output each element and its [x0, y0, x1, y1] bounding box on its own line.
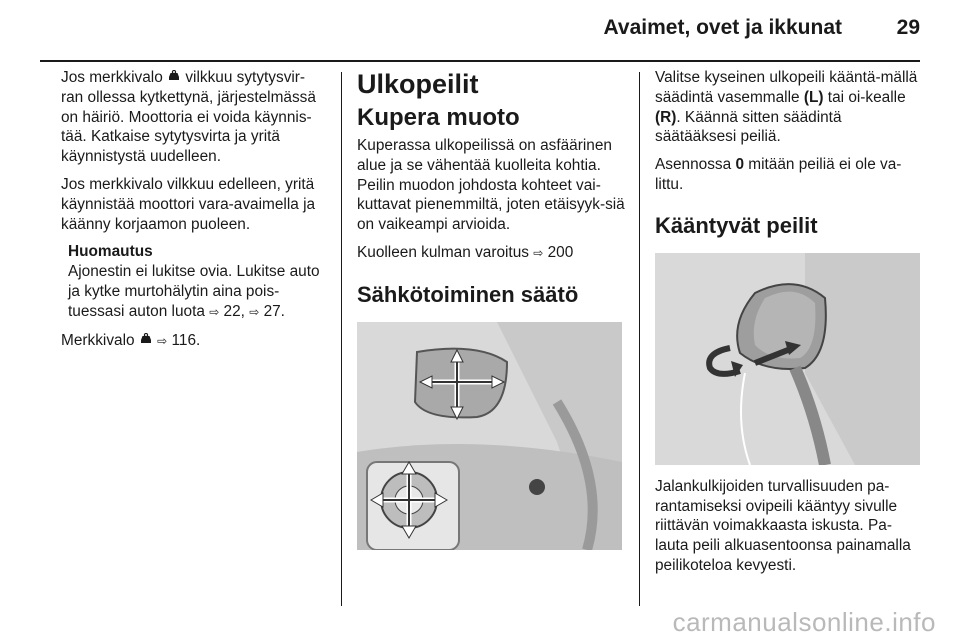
- note-box: [68, 242, 327, 322]
- column-3: [655, 68, 923, 584]
- subsection-title-electric-adjustment: Sähkötoiminen säätö: [357, 281, 579, 307]
- paragraph-folding: Jalankulkijoiden turvallisuuden pa-rantamiseksi ovipeili kääntyy sivulle riittävän voimakkaasta iskusta. Pa-lauta peili alkuasentoonsa painamalla peilikoteloa kevyesti.: [655, 477, 911, 574]
- page-ref-link[interactable]: 116.: [171, 331, 201, 349]
- page-ref-link[interactable]: 200: [547, 243, 574, 261]
- page-ref-link[interactable]: 22,: [223, 302, 245, 320]
- folding-mirror-illustration: [655, 253, 920, 465]
- paragraph-indicator-ref: Merkkivalo ⇨ 116.: [61, 331, 201, 349]
- paragraph-blind-spot-ref: Kuolleen kulman varoitus ⇨ 200: [357, 243, 574, 261]
- header-rule: [40, 60, 920, 62]
- column-divider-2: [639, 72, 640, 606]
- page-number: 29: [896, 16, 920, 39]
- paragraph-select-mirror: Valitse kyseinen ulkopeili kääntä-mällä säädintä vasemmalle (L) tai oi-kealle (R). Käännä sitten säädintä säätääksesi peiliä.: [655, 69, 918, 146]
- column-divider-1: [341, 72, 342, 606]
- section-title-outside-mirrors: Ulkopeilit: [357, 69, 479, 99]
- watermark: carmanualsonline.info: [672, 607, 936, 637]
- page-ref-arrow-icon: ⇨: [209, 304, 220, 319]
- car-key-warning-icon: [167, 70, 181, 82]
- column-2: [357, 68, 625, 550]
- running-header-title: Avaimet, ovet ja ikkunat: [603, 16, 842, 39]
- paragraph-spare-key: Jos merkkivalo vilkkuu edelleen, yritä käynnistää moottori vara-avaimella ja käänny korjaamon puoleen.: [61, 175, 316, 233]
- note-text: Ajonestin ei lukitse ovia. Lukitse auto ja kytke murtohälytin aina pois-tuessasi auton luota ⇨ 22, ⇨ 27.: [68, 263, 320, 320]
- page-ref-arrow-icon: ⇨: [157, 333, 168, 348]
- car-key-warning-icon: [139, 333, 153, 345]
- paragraph-convex-shape: Kuperassa ulkopeilissä on asfäärinen alue ja se vähentää kuolleita kohtia. Peilin muodon johdosta kohteet vai-kuttavat pienemmiltä, joten etäisyyk-siä on vaikeampi arvioida.: [357, 137, 625, 234]
- subsection-title-convex: Kupera muoto: [357, 104, 520, 131]
- column-1: [61, 68, 327, 359]
- subsection-title-folding-mirrors: Kääntyvät peilit: [655, 212, 818, 238]
- note-heading: Huomautus: [68, 243, 153, 261]
- page-ref-link[interactable]: 27.: [263, 302, 285, 320]
- page-ref-arrow-icon: ⇨: [249, 304, 260, 319]
- electric-mirror-adjustment-illustration: [357, 322, 622, 550]
- paragraph-position-zero: Asennossa 0 mitään peiliä ei ole va-littu.: [655, 156, 902, 193]
- page-ref-arrow-icon: ⇨: [533, 245, 544, 260]
- paragraph-immobiliser-fault: Jos merkkivalo vilkkuu sytytysvir-ran ollessa kytkettynä, järjestelmässä on häiriö. Moottoria ei voida käynnis-tää. Katkaise sytytysvirta ja yritä käynnistystä uudelleen.: [61, 69, 316, 166]
